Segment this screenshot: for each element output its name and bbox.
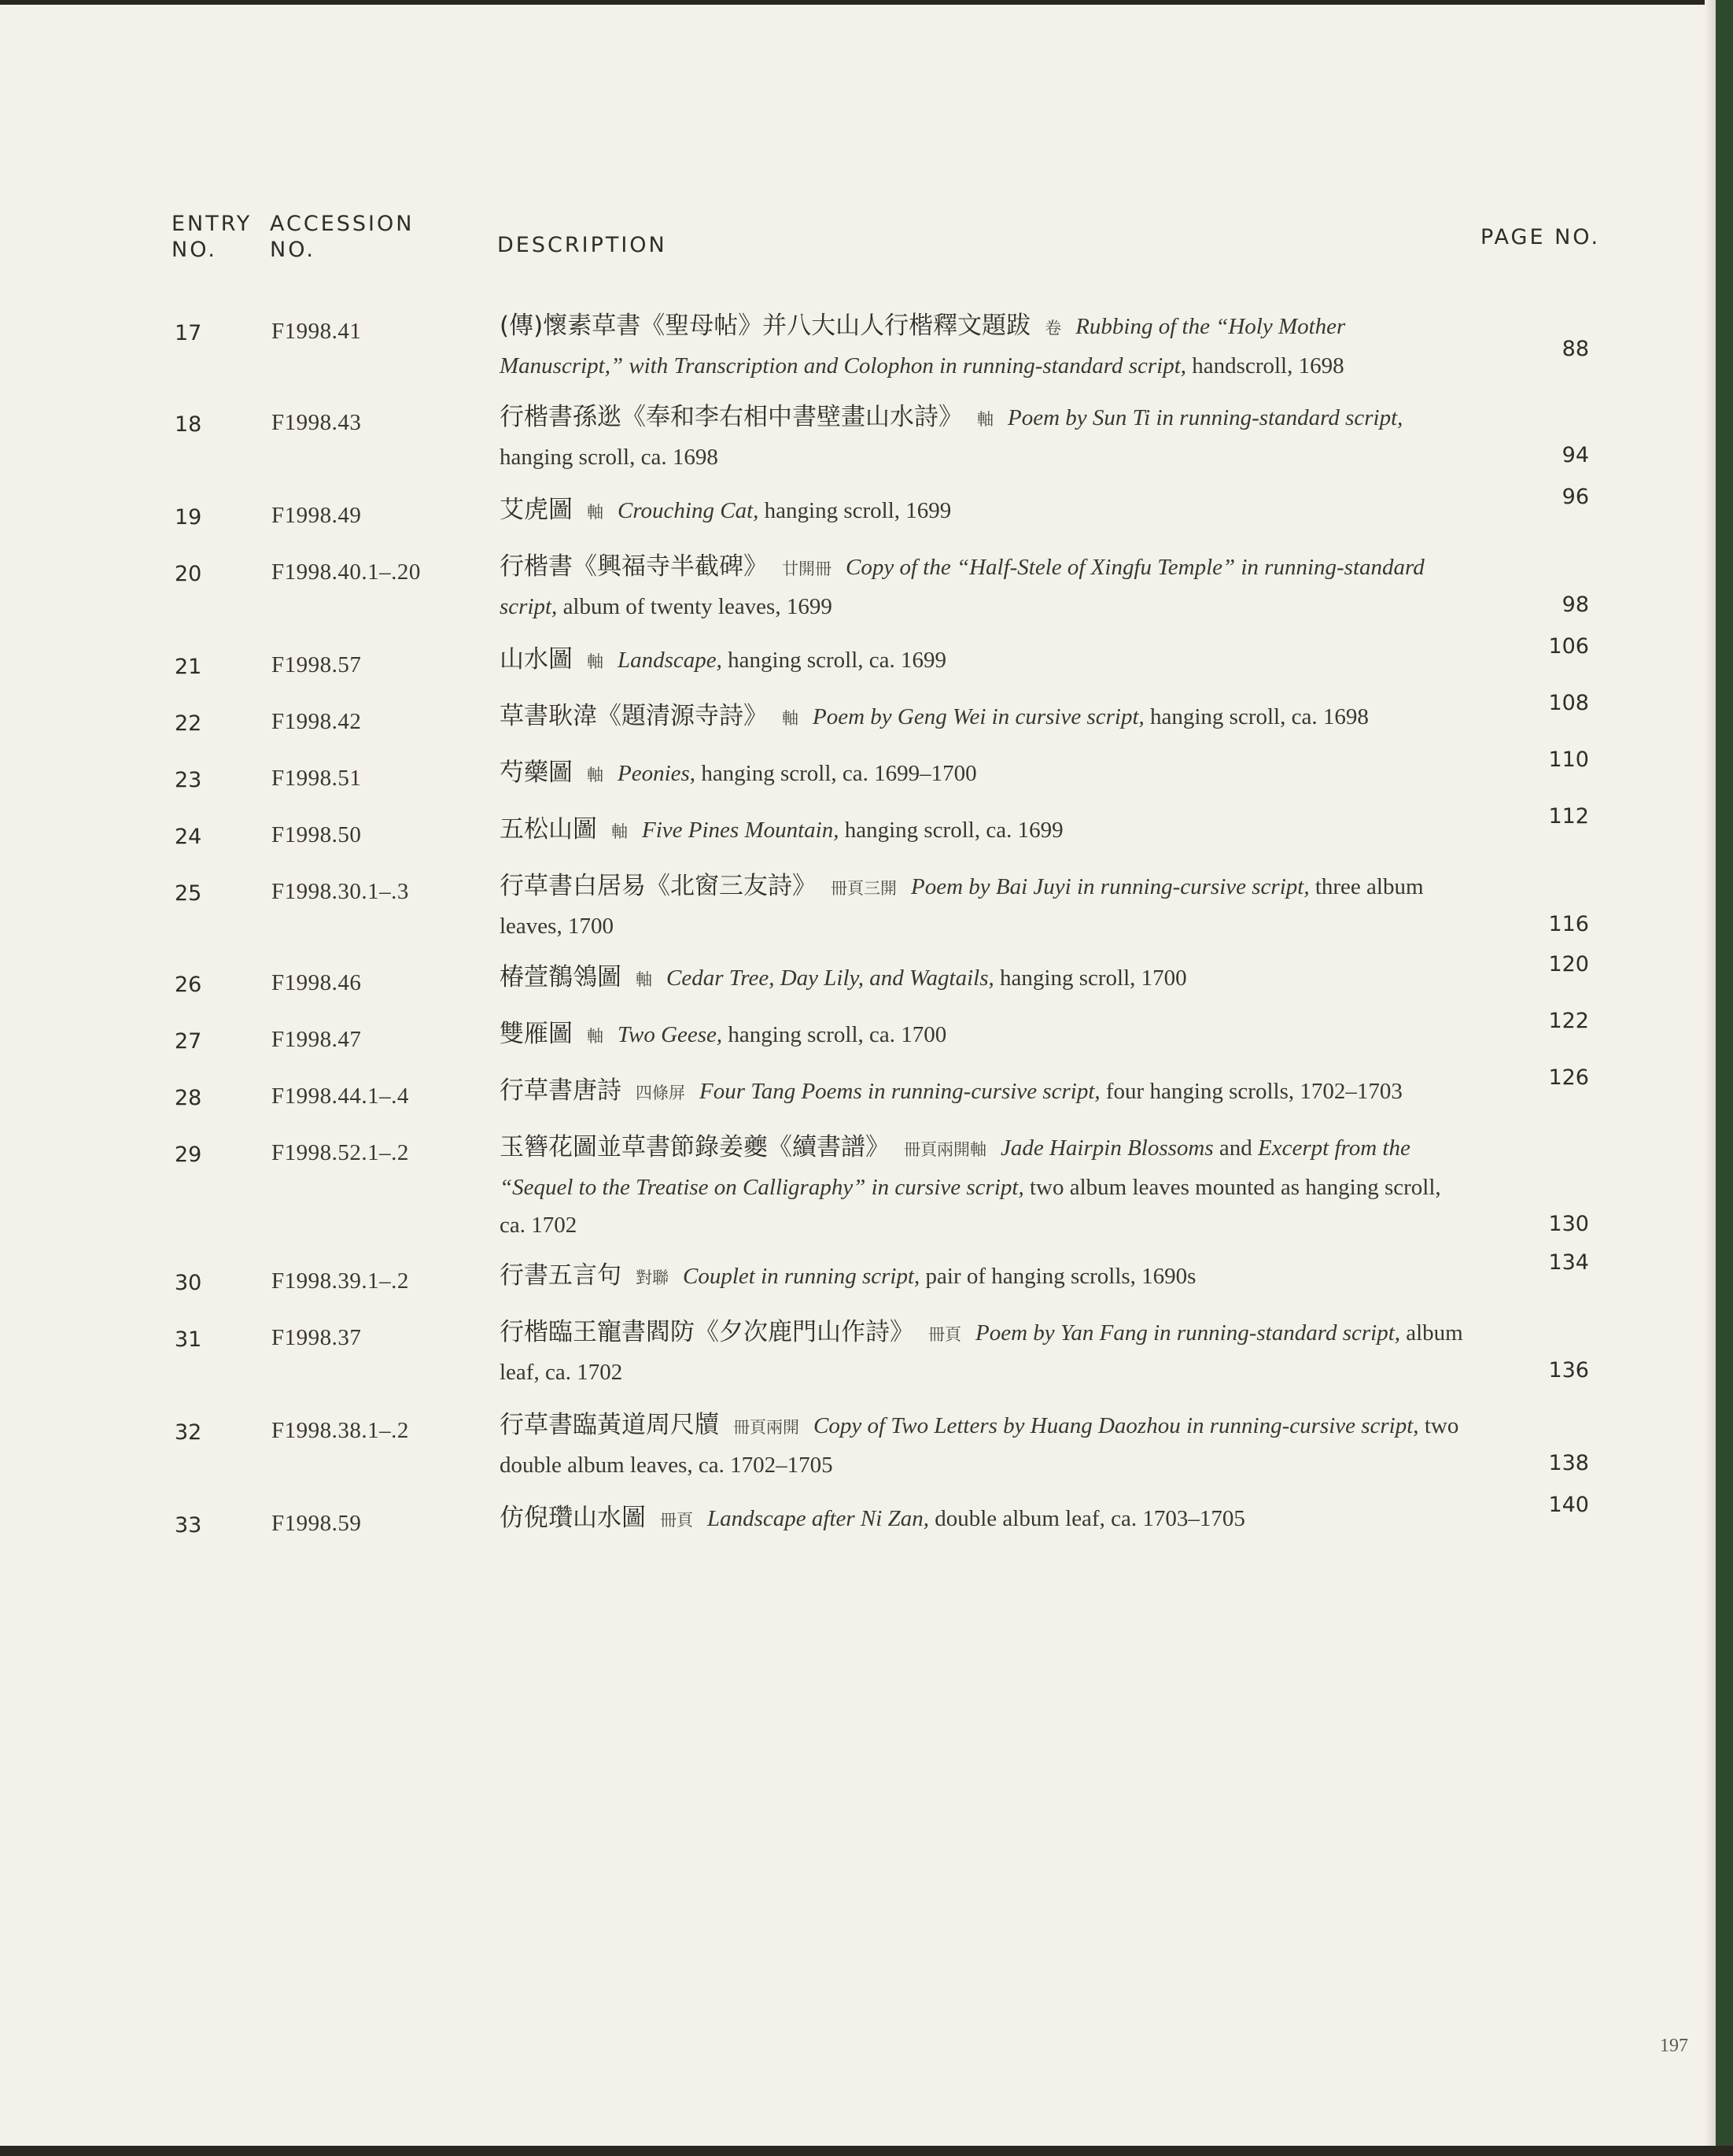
entry-number: 21 [175, 655, 202, 679]
entry-number: 31 [175, 1327, 202, 1352]
header-entry-line2: NO. [171, 238, 217, 262]
chinese-title: 行楷書《興福寺半截碑》 [500, 552, 768, 581]
accession-number: F1998.46 [271, 970, 362, 995]
header-accession-line1: ACCESSION [270, 212, 415, 236]
format-label: 軸 [782, 709, 798, 728]
accession-number: F1998.38.1–.2 [271, 1418, 409, 1443]
description [500, 548, 1463, 626]
object-details: hanging scroll, 1699 [758, 498, 952, 523]
description [500, 398, 1463, 476]
accession-number: F1998.40.1–.20 [271, 559, 421, 585]
english-title: Landscape after Ni Zan, [707, 1506, 929, 1531]
chinese-title: 山水圖 [500, 645, 573, 674]
description [500, 958, 1463, 999]
accession-number: F1998.52.1–.2 [271, 1140, 409, 1165]
accession-number: F1998.41 [271, 319, 362, 344]
chinese-title: 行楷臨王寵書閻防《夕次鹿門山作詩》 [500, 1318, 914, 1346]
chinese-title: 雙雁圖 [500, 1020, 573, 1048]
english-title: Couplet in running script, [683, 1264, 920, 1289]
page-number: 94 [1562, 443, 1589, 467]
accession-number: F1998.39.1–.2 [271, 1268, 409, 1294]
object-details: pair of hanging scrolls, 1690s [920, 1264, 1197, 1289]
english-title: Two Geese, [618, 1022, 723, 1047]
entry-number: 23 [175, 768, 202, 792]
format-label: 軸 [636, 970, 652, 989]
entry-number: 28 [175, 1086, 202, 1110]
chinese-title: 仿倪瓚山水圖 [500, 1504, 646, 1532]
page-number: 96 [1562, 485, 1589, 509]
format-label: 冊頁三開 [831, 879, 897, 898]
object-details: hanging scroll, ca. 1698 [500, 445, 718, 470]
english-title: Rubbing of the “Holy Mother Manuscript,” with Transcription and Colophon in running-standard script, [500, 314, 1346, 378]
format-label: 冊頁 [660, 1511, 693, 1530]
entry-number: 20 [175, 562, 202, 586]
page-number: 110 [1548, 748, 1589, 772]
description [500, 697, 1463, 737]
entry-number: 22 [175, 711, 202, 736]
description [500, 641, 1463, 681]
description [500, 1128, 1463, 1244]
english-title: Peonies, [618, 761, 696, 786]
page-number: 122 [1548, 1009, 1589, 1033]
description [500, 1406, 1463, 1484]
page-number: 116 [1548, 912, 1589, 936]
object-details: album leaf, ca. 1702 [500, 1320, 1463, 1385]
description [500, 867, 1463, 945]
entry-number: 27 [175, 1029, 202, 1054]
page-number: 98 [1562, 593, 1589, 617]
accession-number: F1998.59 [271, 1511, 362, 1536]
chinese-title: (傳)懷素草書《聖母帖》并八大山人行楷釋文題跋 [500, 312, 1031, 340]
object-details: two album leaves mounted as hanging scroll, ca. 1702 [500, 1175, 1441, 1238]
english-title: Poem by Yan Fang in running-standard script, [975, 1320, 1400, 1346]
english-title: Copy of the “Half-Stele of Xingfu Temple” in running-standard script, [500, 555, 1425, 619]
format-label: 四條屏 [636, 1084, 685, 1102]
entry-number: 29 [175, 1143, 202, 1167]
object-details: hanging scroll, ca. 1699 [721, 648, 947, 673]
chinese-title: 椿萱鶺鴒圖 [500, 963, 621, 991]
format-label: 對聯 [636, 1268, 669, 1287]
object-details: hanging scroll, ca. 1699–1700 [695, 761, 977, 786]
english-title: Crouching Cat, [618, 498, 759, 523]
accession-number: F1998.57 [271, 652, 362, 677]
english-title: Landscape, [618, 648, 722, 673]
accession-number: F1998.30.1–.3 [271, 879, 409, 904]
entry-number: 18 [175, 412, 202, 437]
chinese-title: 五松山圖 [500, 815, 597, 844]
english-title: Poem by Geng Wei in cursive script, [813, 704, 1145, 729]
format-label: 軸 [611, 822, 628, 841]
format-label: 軸 [587, 766, 603, 785]
object-details: hanging scroll, 1700 [994, 965, 1187, 991]
page-number: 136 [1548, 1358, 1589, 1383]
page-number: 106 [1548, 634, 1589, 659]
accession-number: F1998.49 [271, 503, 362, 528]
page-number: 108 [1548, 691, 1589, 715]
object-details: double album leaf, ca. 1703–1705 [928, 1506, 1245, 1531]
accession-number: F1998.44.1–.4 [271, 1084, 409, 1109]
description [500, 754, 1463, 794]
page-number: 134 [1548, 1250, 1589, 1275]
object-details: three album leaves, 1700 [500, 874, 1424, 939]
format-label: 冊頁兩開 [733, 1418, 799, 1437]
chinese-title: 艾虎圖 [500, 496, 573, 524]
description [500, 1499, 1463, 1539]
description [500, 491, 1463, 531]
english-title: Four Tang Poems in running-cursive script, [699, 1079, 1101, 1104]
header-entry-no [171, 211, 252, 263]
entry-number: 19 [175, 505, 202, 530]
english-title-2: Excerpt from the “Sequel to the Treatise on Calligraphy” in cursive script, [500, 1135, 1410, 1200]
english-title: Poem by Bai Juyi in running-cursive script, [911, 874, 1310, 899]
format-label: 冊頁 [928, 1325, 961, 1344]
description [500, 1257, 1463, 1297]
object-details: album of twenty leaves, 1699 [557, 594, 832, 619]
accession-number: F1998.51 [271, 766, 362, 791]
book-spine [1716, 0, 1733, 2156]
header-entry-line1: ENTRY [171, 212, 253, 236]
chinese-title: 芍藥圖 [500, 759, 573, 787]
chinese-title: 玉簪花圖並草書節錄姜夔《續書譜》 [500, 1133, 890, 1161]
accession-number: F1998.47 [271, 1027, 362, 1052]
binding-shadow [1705, 0, 1716, 2156]
page-number: 138 [1548, 1451, 1589, 1475]
format-label: 軸 [587, 1027, 603, 1046]
page-number: 140 [1548, 1493, 1589, 1517]
accession-number: F1998.50 [271, 822, 362, 847]
header-page-no: PAGE NO. [1480, 225, 1601, 249]
page-number: 130 [1548, 1212, 1589, 1236]
english-title: Five Pines Mountain, [642, 818, 839, 843]
format-label: 軸 [587, 503, 603, 522]
object-details: hanging scroll, ca. 1698 [1144, 704, 1369, 729]
entry-number: 26 [175, 973, 202, 997]
page-number: 126 [1548, 1065, 1589, 1090]
entry-number: 33 [175, 1513, 202, 1538]
object-details: two double album leaves, ca. 1702–1705 [500, 1413, 1459, 1478]
page-folio: 197 [1660, 2036, 1688, 2056]
format-label: 軸 [977, 410, 994, 429]
english-title: Cedar Tree, Day Lily, and Wagtails, [666, 965, 994, 991]
description [500, 1015, 1463, 1055]
chinese-title: 行草書唐詩 [500, 1076, 621, 1105]
entry-number: 32 [175, 1420, 202, 1445]
entry-number: 24 [175, 825, 202, 849]
chinese-title: 行草書臨黃道周尺牘 [500, 1411, 719, 1439]
object-details: handscroll, 1698 [1186, 353, 1344, 378]
page-number: 120 [1548, 952, 1589, 976]
title-connector: and [1213, 1135, 1259, 1161]
description [500, 1072, 1463, 1112]
accession-number: F1998.43 [271, 410, 362, 435]
header-accession-line2: NO. [270, 238, 315, 262]
description [500, 810, 1463, 851]
format-label: 軸 [587, 652, 603, 671]
format-label: 冊頁兩開軸 [904, 1140, 986, 1159]
page-number: 88 [1562, 337, 1589, 361]
entry-number: 30 [175, 1271, 202, 1295]
header-description: DESCRIPTION [497, 233, 667, 257]
object-details: hanging scroll, ca. 1699 [839, 818, 1064, 843]
english-title: Copy of Two Letters by Huang Daozhou in running-cursive script, [813, 1413, 1419, 1438]
chinese-title: 行書五言句 [500, 1261, 621, 1290]
format-label: 廿開冊 [782, 559, 831, 578]
page-top-edge [0, 0, 1733, 5]
english-title: Poem by Sun Ti in running-standard script, [1008, 405, 1403, 430]
object-details: hanging scroll, ca. 1700 [722, 1022, 947, 1047]
entry-number: 17 [175, 321, 202, 345]
description [500, 1313, 1463, 1391]
english-title: Jade Hairpin Blossoms [1001, 1135, 1214, 1161]
format-label: 卷 [1045, 319, 1062, 338]
page-bottom-edge [0, 2146, 1733, 2156]
object-details: four hanging scrolls, 1702–1703 [1100, 1079, 1403, 1104]
entry-number: 25 [175, 881, 202, 906]
chinese-title: 行草書白居易《北窗三友詩》 [500, 872, 817, 900]
header-accession-no [270, 211, 414, 263]
page-number: 112 [1548, 804, 1589, 829]
accession-number: F1998.37 [271, 1325, 362, 1350]
chinese-title: 草書耿湋《題清源寺詩》 [500, 702, 768, 730]
chinese-title: 行楷書孫逖《奉和李右相中書壁畫山水詩》 [500, 403, 963, 431]
accession-number: F1998.42 [271, 709, 362, 734]
description [500, 307, 1463, 385]
